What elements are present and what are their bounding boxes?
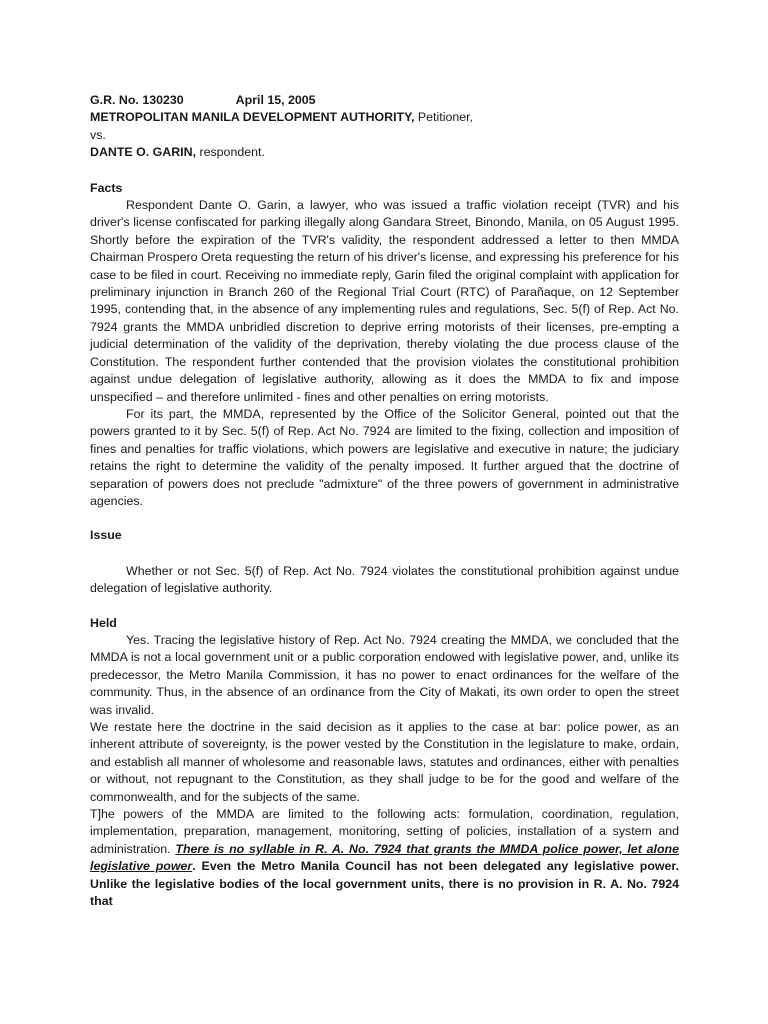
document-page	[90, 92, 679, 910]
respondent-role: respondent.	[196, 145, 265, 160]
case-gr-number: G.R. No. 130230	[90, 93, 184, 107]
petitioner-name: METROPOLITAN MANILA DEVELOPMENT AUTHORITY,	[90, 110, 415, 125]
held-paragraph-3	[90, 806, 679, 910]
held-paragraph-3-end: Unlike the legislative bodies of the local government units, there is no provision in R. A. No. 7924 that	[90, 876, 679, 909]
case-date: April 15, 2005	[235, 93, 316, 107]
held-paragraph-2: We restate here the doctrine in the said decision as it applies to the case at bar: police power, as an inherent attribute of sovereignty, is the power vested by the Constitution in the legislature to make, ordain, and establish all manner of wholesome and reasonable laws, statutes and ordinances, either with penalties or without, not repugnant to the Constitution, as they shall judge to be for the good and welfare of the commonwealth, and for the subjects of the same.	[90, 720, 679, 804]
held-heading: Held	[90, 615, 117, 630]
held-emphasis-text: There is no syllable in R. A. No. 7924 that grants the MMDA police power, let alone legislative power	[90, 841, 679, 874]
respondent-name: DANTE O. GARIN,	[90, 145, 197, 160]
held-bold-text: . Even the Metro Manila Council has not been delegated any legislative power.	[192, 859, 680, 874]
case-number-line	[90, 92, 679, 109]
petitioner-role: Petitioner,	[414, 110, 473, 125]
petitioner-line	[90, 109, 679, 126]
facts-heading: Facts	[90, 180, 123, 195]
facts-paragraph-1: Respondent Dante O. Garin, a lawyer, who was issued a traffic violation receipt (TVR) and his driver's license confiscated for parking illegally along Gandara Street, Binondo, Manila, on 05 August 1995. Shortly before the expiration of the TVR's validity, the respondent addressed a letter to then MMDA Chairman Prospero Oreta requesting the return of his driver's license, and expressing his preference for his case to be filed in court. Receiving no immediate reply, Garin filed the original complaint with application for preliminary injunction in Branch 260 of the Regional Trial Court (RTC) of Parañaque, on 12 September 1995, contending that, in the absence of any implementing rules and regulations, Sec. 5(f) of Rep. Act No. 7924 grants the MMDA unbridled discretion to deprive erring motorists of their licenses, pre-empting a judicial determination of the validity of the deprivation, thereby violating the due process clause of the Constitution. The respondent further contended that the provision violates the constitutional prohibition against undue delegation of legislative authority, allowing as it does the MMDA to fix and impose unspecified – and therefore unlimited - fines and other penalties on erring motorists.	[90, 198, 679, 404]
issue-heading: Issue	[90, 528, 122, 543]
respondent-line	[90, 144, 679, 161]
versus-line: vs.	[90, 127, 106, 142]
facts-paragraph-2: For its part, the MMDA, represented by the Office of the Solicitor General, pointed out that the powers granted to it by Sec. 5(f) of Rep. Act No. 7924 are limited to the fixing, collection and imposition of fines and penalties for traffic violations, which powers are legislative and executive in nature; the judiciary retains the right to determine the validity of the penalty imposed. It further argued that the doctrine of separation of powers does not preclude "admixture" of the three powers of government in administrative agencies.	[90, 406, 679, 508]
held-paragraph-1: Yes. Tracing the legislative history of Rep. Act No. 7924 creating the MMDA, we concluded that the MMDA is not a local government unit or a public corporation endowed with legislative power, and, unlike its predecessor, the Metro Manila Commission, it has no power to enact ordinances for the welfare of the community. Thus, in the absence of an ordinance from the City of Makati, its own order to open the street was invalid.	[90, 632, 679, 717]
issue-paragraph: Whether or not Sec. 5(f) of Rep. Act No. 7924 violates the constitutional prohibition against undue delegation of legislative authority.	[90, 563, 679, 596]
held-paragraph-3-start: T]he powers of the MMDA are limited to the following acts: formulation, coordination, regulation, implementation, preparation, management, monitoring, setting of policies, installation of a system and administration.	[90, 807, 679, 856]
